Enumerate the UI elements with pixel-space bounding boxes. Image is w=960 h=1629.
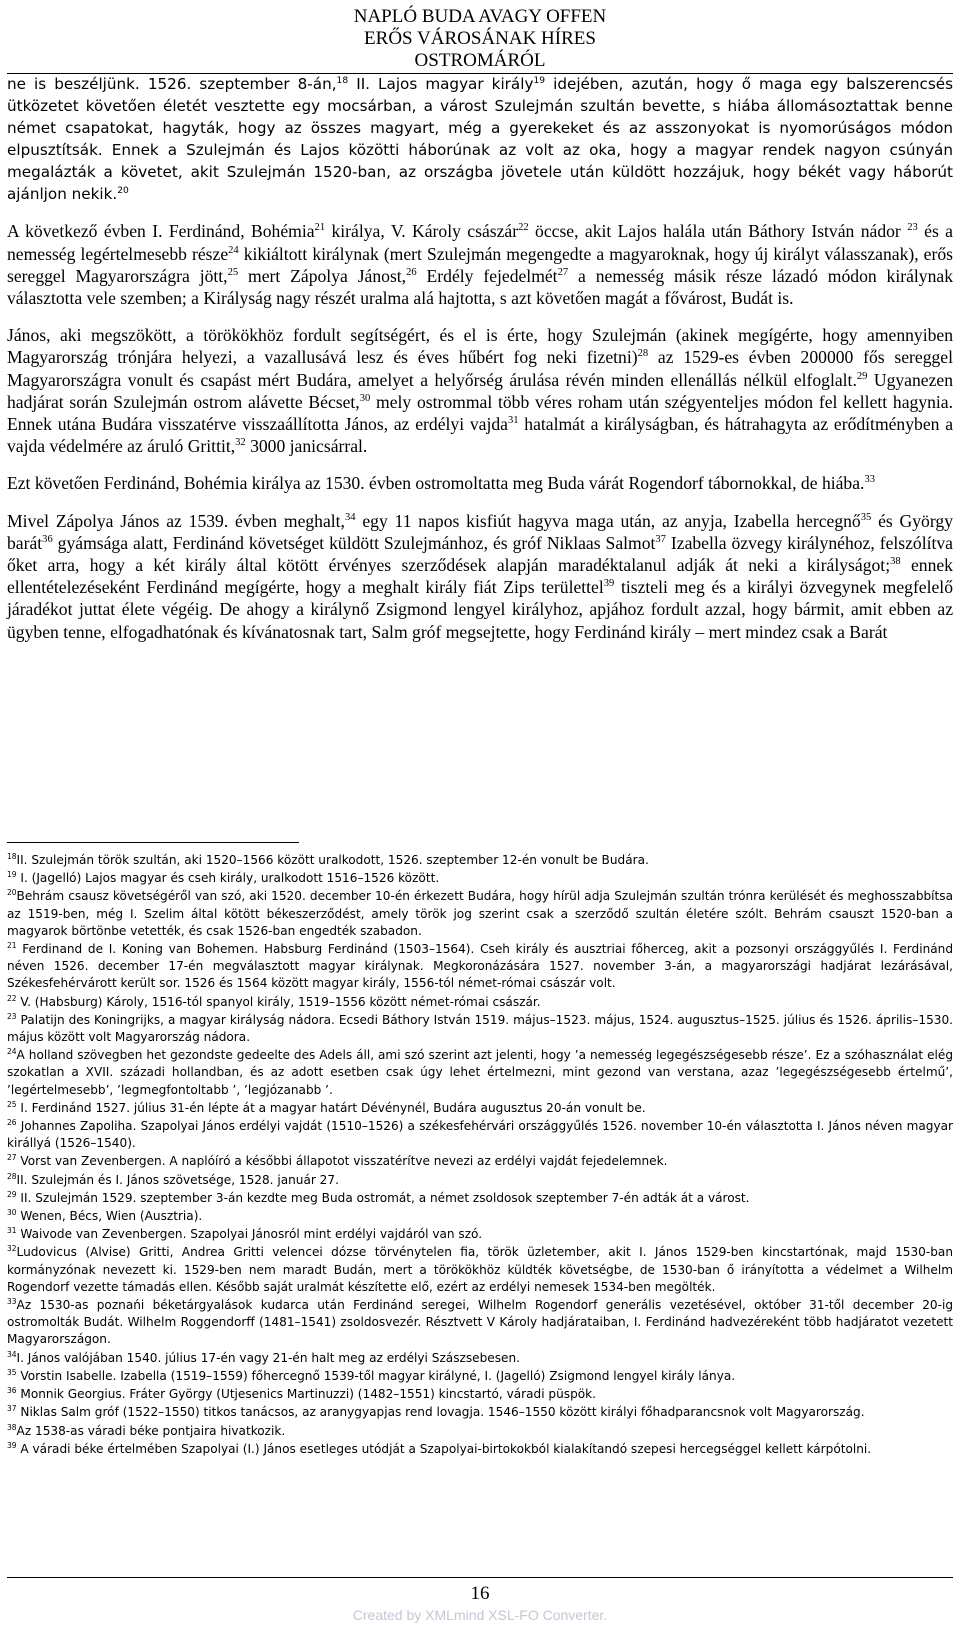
footnote-ref-34[interactable]: 34	[344, 511, 356, 523]
header-line-1: NAPLÓ BUDA AVAGY OFFEN	[353, 6, 607, 27]
footnote-34: $^{34}$I. János valójában 1540. július 17-én vagy 21-én halt meg az erdélyi Szászsebesen.	[7, 1349, 520, 1365]
footnote-33: $^{33}$Az 1530-as poznańi béketárgyalások kudarca után Ferdinánd seregei, Wilhelm Rogendorf generális vezetésével, október 31-től december 20-ig ostromolták Budát. Wilhelm Roggendorff (1481–1541) zsoldosvezér. Résztvett V Károly hadjárataiban, I. Ferdinánd hadvezéreként több hadjáratot vezetett Magyarországon.	[7, 1297, 953, 1347]
footnote-ref-25[interactable]: 25	[227, 266, 239, 278]
footnote-32: $^{32}$Ludovicus (Alvise) Gritti, Andrea Gritti velencei dózse törvénytelen fia, török üzletember, akit I. János 1529-ben kincstartónak, majd 1530-ban kormányzónak nevezett ki. 1529-ben nem maradt Budán, mert a törökökhöz küldték követségbe, de 1530-ban ő irányította a védelmet a Wilhelm Rogendorf vezette támadás ellen. Később saját uralmát készítette elő, ezért az erdélyi nemesek 1534-ben megölték.	[7, 1244, 953, 1294]
generator-watermark: Created by XMLmind XSL-FO Converter.	[352, 1607, 608, 1623]
footnote-ref-27[interactable]: 27	[557, 266, 569, 278]
footnote-36: $^{36}$ Monnik Georgius. Fráter György (Utjesenics Martinuzzi) (1482–1551) kincstartó, váradi püspök.	[7, 1386, 597, 1402]
footnotes	[7, 852, 953, 1459]
footnote-ref-32[interactable]: 32	[235, 437, 246, 449]
footnote-separator	[7, 842, 299, 843]
footnote-ref-30[interactable]: 30	[359, 393, 371, 404]
footnote-30: $^{30}$ Wenen, Bécs, Wien (Ausztria).	[7, 1208, 203, 1224]
footnote-ref-24[interactable]: 24	[228, 244, 239, 256]
footnote-ref-18[interactable]: 18	[336, 75, 349, 86]
footnote-ref-38[interactable]: 38	[890, 556, 901, 568]
footnote-37: $^{37}$ Niklas Salm gróf (1522–1550) titkos tanácsos, az aranygyapjas rend lovagja. 1546–1550 között királyi főhadparancsnok volt Magyarország.	[7, 1404, 865, 1420]
footnote-38: $^{38}$Az 1538-as váradi béke pontjaira hivatkozik.	[7, 1422, 286, 1438]
footnote-28: $^{28}$II. Szulejmán és I. János szövetsége, 1528. január 27.	[7, 1171, 339, 1187]
footnote-39: $^{39}$ A váradi béke értelmében Szapolyai (I.) János esetleges utódját a Szapolyai-birtokokból kialakítandó szepesi hercegséggel kellett kárpótolni.	[7, 1440, 872, 1456]
footnote-35: $^{35}$ Vorstin Isabelle. Izabella (1519–1559) főhercegnő 1539-től magyar királyné, I. (Jagelló) Zsigmond lengyel király lánya.	[7, 1367, 736, 1383]
footnote-22: $^{22}$ V. (Habsburg) Károly, 1516-tól spanyol király, 1519–1556 között német-római császár.	[7, 993, 541, 1009]
footnote-27: $^{27}$ Vorst van Zevenbergen. A naplóíró a későbbi állapotot visszatérítve nevezi az erdélyi vajdát fejedelemnek.	[7, 1153, 668, 1169]
footnote-21: $^{21}$ Ferdinand de I. Koning van Bohemen. Habsburg Ferdinánd (1503–1564). Cseh király és ausztriai főherceg, akit a pozsonyi országgyűlés I. Ferdinánd néven 1526. december 17-én megválasztott magyar királynak. Megkoronázására 1527. november 3-án, a magyarországi hadjárat lezárásával, Székesfehérvárott került sor. 1526 és 1564 között magyar király, 1556-tól német-római császár volt.	[7, 940, 953, 991]
footnote-26: $^{26}$ Johannes Zapoliha. Szapolyai János erdélyi vajdát (1510–1526) a székesfehérvári országgyűlés 1526. november 10-én választotta I. János néven magyar királlyá (1526–1540).	[7, 1118, 953, 1151]
footnote-19: $^{19}$ I. (Jagelló) Lajos magyar és cseh király, uralkodott 1516–1526 között.	[7, 870, 440, 886]
footnote-ref-23[interactable]: 23	[907, 222, 918, 234]
footnote-20: $^{20}$Behrám csausz követségéről van szó, aki 1520. december 10-én érkezett Budára, hogy hírül adja Szulejmán szultán trónra kerülését és meghosszabbítsa az 1519-ben, még I. Szelim által kötött békeszerződést, amely török jog szerint csak a szerződő szultán életére szólt. Behrám csauszt 1520-ban a magyarok börtönbe vetették, és csak 1526-ban engedték szabadon.	[7, 888, 953, 938]
footnote-ref-28[interactable]: 28	[637, 348, 649, 360]
page-number: 16	[470, 1583, 490, 1604]
paragraph-1: ne is beszéljünk. 1526. szeptember 8-án,$^{18}$ II. Lajos magyar király$^{19}$ idejében, azután, hogy ő maga egy balszerencsés ütközetet követően életét vesztette egy mocsárban, a várost Szulejmán szultán bevette, s hiába állomásoztattak benne német csapatokat, hagyták, hogy az összes magyart, még a gyerekeket és az asszonyokat is nyomorúságos módon elpusztítsák. Ennek a Szulejmán és Lajos közötti háborúnak az volt az oka, hogy a magyar rendek nagyon csúnyán megalázták a követet, akit Szulejmán 1520-ban, az országba jövetele után küldött hozzájuk, hogy békét vagy háborút ajánljon nekik.$^{20}$	[7, 75, 953, 203]
footnote-ref-26[interactable]: 26	[406, 266, 417, 278]
header-line-3: OSTROMÁRÓL	[414, 50, 546, 71]
footnote-ref-20[interactable]: 20	[117, 185, 129, 196]
footer-divider	[7, 1577, 953, 1578]
footnote-ref-39[interactable]: 39	[603, 578, 615, 590]
footnote-18: $^{18}$II. Szulejmán török szultán, aki 1520–1566 között uralkodott, 1526. szeptember 12-én vonult be Budára.	[7, 851, 649, 867]
footnote-ref-29[interactable]: 29	[856, 370, 868, 382]
paragraph-2: A következő évben I. Ferdinánd, Bohémia$^{21}$ királya, V. Károly császár$^{22}$ öccse, akit Lajos halála után Báthory István nádor $^{23}$ és a nemesség legértelmesebb része$^{24}$ kikiáltott királynak (mert Szulejmán megengedte a magyaroknak, hogy új királyt válasszanak), erős sereggel Magyarországra jött,$^{25}$ mert Zápolya Jánost,$^{26}$ Erdély fejedelmét$^{27}$ a nemesség másik része lázadó módon királynak választotta vele szemben; a Királyság nagy részét uralma alá hajtotta, s azt követően magát a fővárost, Budát is.	[7, 221, 953, 309]
footnote-29: $^{29}$ II. Szulejmán 1529. szeptember 3-án kezdte meg Buda ostromát, a német zsoldosok szeptember 7-én adták át a várost.	[7, 1189, 750, 1205]
paragraph-3: János, aki megszökött, a törökökhöz fordult segítségért, és el is érte, hogy Szulejmán (akinek megígérte, hogy amennyiben Magyarország trónjára helyezi, a vazallusává lesz és éves hűbért fog neki fizetni)$^{28}$ az 1529-es évben 200000 fős sereggel Magyarországra vonult és csapást mért Budára, amelyet a helyőrség árulása révén minden ellenállás nélkül elfoglalt.$^{29}$ Ugyanezen hadjárat során Szulejmán ostrom alávette Bécset,$^{30}$ mely ostrommal több véres roham után szégyenteljes módon fel kellett hagynia. Ennek utána Budára visszatérve visszaállította János, az erdélyi vajda$^{31}$ hatalmát a királyságban, és hátrahagyta az erődítményben a vajda védelmére az áruló Grittit,$^{32}$ 3000 janicsárral.	[7, 325, 954, 457]
footnote-ref-21[interactable]: 21	[314, 222, 326, 234]
footnote-24: $^{24}$A holland szövegben het gezondste gedeelte des Adels áll, ami szó szerint azt jelenti, hogy ’a nemesség legegészségesebb része’. Ez a szóhasználat elég szokatlan a XVII. századi hollandban, és az adott esetben csak úgy lehet értelmezni, mint gezond van verstana, azaz ’legegészségesebb értelmű’, ’legértelmesebb’, ’legmegfontoltabb ’, ’legjózanabb ’.	[7, 1047, 953, 1097]
footnote-ref-37[interactable]: 37	[655, 534, 666, 546]
footnote-23: $^{23}$ Palatijn des Koningrijks, a magyar királyság nádora. Ecsedi Báthory István 1519. május–1523. május, 1524. augusztus–1525. július és 1526. április–1530. május között volt Magyarország nádora.	[7, 1011, 953, 1045]
running-header	[0, 6, 960, 72]
footnote-ref-22[interactable]: 22	[518, 222, 529, 234]
footnote-ref-33[interactable]: 33	[864, 474, 875, 486]
footnote-ref-19[interactable]: 19	[533, 75, 546, 86]
footnote-25: $^{25}$ I. Ferdinánd 1527. július 31-én lépte át a magyar határt Dévénynél, Budára augusztus 20-án vonult be.	[7, 1099, 646, 1115]
footnote-31: $^{31}$ Waivode van Zevenbergen. Szapolyai Jánosról mint erdélyi vajdáról van szó.	[7, 1226, 483, 1242]
paragraph-5: Mivel Zápolya János az 1539. évben meghalt,$^{34}$ egy 11 napos kisfiút hagyva maga után, az anyja, Izabella hercegnő$^{35}$ és György barát$^{36}$ gyámsága alatt, Ferdinánd követséget küldött Szulejmánhoz, és gróf Niklaas Salmot$^{37}$ Izabella özvegy királynéhoz, felszólítva őket arra, hogy a két király által kötött érvényes szerződések alapján maradéktalanul adják át neki a királyságot;$^{38}$ ennek ellentételezéseként Ferdinánd megígérte, hogy a meghalt király fiát Zips területtel$^{39}$ tiszteli meg és a királyi özvegynek megfelelő járadékot juttat élete végéig. De ahogy a királynő Zsigmond lengyel királyhoz, apjához fordult azzal, hogy bármit, amit ebben az ügyben tenne, elfogadhatónak és kívánatosnak tart, Salm gróf megsejtette, hogy Ferdinánd király – mert mindez csak a Barát	[7, 510, 953, 642]
body-text	[7, 74, 953, 658]
footnote-ref-36[interactable]: 36	[42, 534, 53, 546]
footnote-ref-35[interactable]: 35	[860, 511, 872, 523]
footnote-ref-31[interactable]: 31	[507, 415, 519, 427]
header-line-2: ERŐS VÁROSÁNAK HÍRES	[364, 28, 596, 49]
paragraph-4: Ezt követően Ferdinánd, Bohémia királya az 1530. évben ostromoltatta meg Buda várát Rogendorf tábornokkal, de hiába.$^{33}$	[7, 473, 875, 494]
